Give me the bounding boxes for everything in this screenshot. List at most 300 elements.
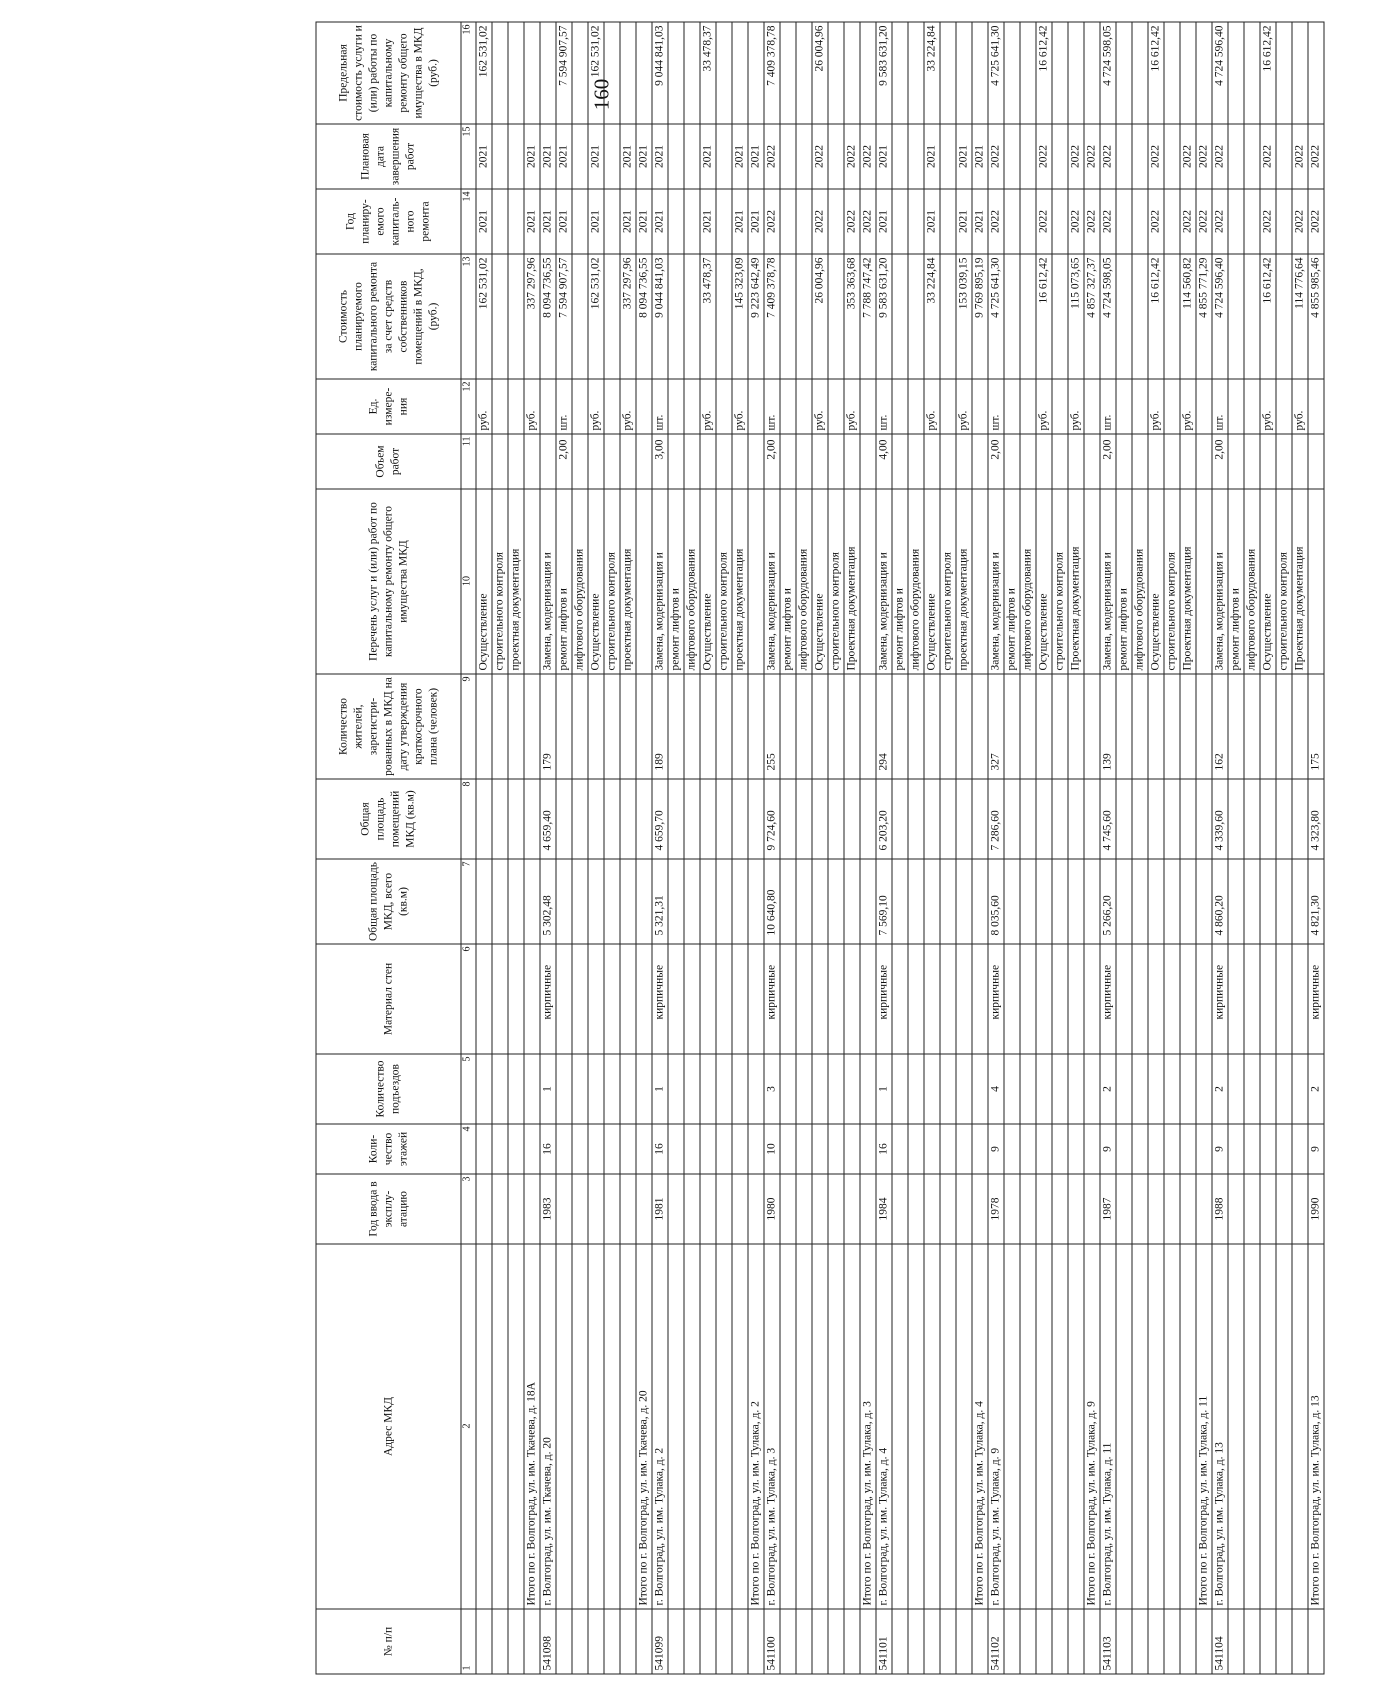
table-cell xyxy=(828,254,844,379)
table-cell: 2022 xyxy=(1308,124,1324,189)
table-cell: 2022 xyxy=(844,124,860,189)
table-cell: 2021 xyxy=(540,189,556,254)
table-cell xyxy=(972,1174,988,1244)
table-cell xyxy=(748,1609,764,1674)
table-cell: 2 xyxy=(1100,1054,1116,1124)
table-cell xyxy=(796,1054,812,1124)
table-cell: 2022 xyxy=(1100,124,1116,189)
header-cell: № п/п xyxy=(316,1609,461,1674)
table-cell: 4,00 xyxy=(876,434,892,489)
table-cell xyxy=(908,379,924,434)
table-row xyxy=(668,22,684,1674)
table-cell xyxy=(716,859,732,944)
table-cell xyxy=(828,1174,844,1244)
table-cell xyxy=(684,779,700,859)
table-cell xyxy=(1148,1174,1164,1244)
table-cell xyxy=(572,674,588,779)
table-cell xyxy=(780,254,796,379)
table-cell: кирпичные xyxy=(1212,944,1228,1054)
table-row xyxy=(540,22,556,1674)
table-cell xyxy=(540,434,556,489)
table-cell xyxy=(1116,1609,1132,1674)
table-cell xyxy=(508,434,524,489)
table-cell xyxy=(1052,944,1068,1054)
table-cell xyxy=(1148,1054,1164,1124)
table-cell: лифтового оборудования xyxy=(908,489,924,674)
table-cell xyxy=(1116,22,1132,124)
table-cell xyxy=(1244,779,1260,859)
table-cell xyxy=(844,674,860,779)
table-cell: лифтового оборудования xyxy=(1244,489,1260,674)
table-cell xyxy=(668,124,684,189)
table-cell xyxy=(812,1054,828,1124)
table-cell xyxy=(684,1609,700,1674)
table-row xyxy=(1100,22,1116,1674)
table-row xyxy=(732,22,748,1674)
table-cell xyxy=(476,1124,492,1174)
table-cell: Проектная документация xyxy=(1180,489,1196,674)
table-cell xyxy=(716,189,732,254)
table-cell xyxy=(1132,1174,1148,1244)
table-cell xyxy=(556,944,572,1054)
table-cell xyxy=(1116,779,1132,859)
table-cell xyxy=(956,779,972,859)
table-cell xyxy=(860,779,876,859)
table-cell xyxy=(924,1609,940,1674)
table-cell: 2021 xyxy=(748,189,764,254)
table-cell xyxy=(1260,1244,1276,1609)
table-cell: кирпичные xyxy=(988,944,1004,1054)
table-cell xyxy=(476,859,492,944)
table-cell xyxy=(732,674,748,779)
table-cell xyxy=(1132,124,1148,189)
table-cell xyxy=(780,434,796,489)
table-cell: Итого по г. Волгоград, ул. им. Ткачева, д. 18А xyxy=(524,1244,540,1609)
table-cell: 2022 xyxy=(1212,189,1228,254)
column-number: 8 xyxy=(461,779,476,859)
header-cell: Объем работ xyxy=(316,434,461,489)
table-row xyxy=(524,22,540,1674)
table-cell xyxy=(668,254,684,379)
table-cell xyxy=(780,1244,796,1609)
table-row xyxy=(684,22,700,1674)
table-cell xyxy=(844,779,860,859)
table-cell: г. Волгоград, ул. им. Тулака, д. 13 xyxy=(1212,1244,1228,1609)
table-cell xyxy=(604,1609,620,1674)
table-cell xyxy=(604,254,620,379)
table-cell xyxy=(780,674,796,779)
table-cell xyxy=(1132,1244,1148,1609)
table-cell xyxy=(716,1244,732,1609)
column-number: 6 xyxy=(461,944,476,1054)
table-cell: 2 xyxy=(1308,1054,1324,1124)
table-cell xyxy=(1148,859,1164,944)
table-cell: 2021 xyxy=(876,124,892,189)
table-cell: строительного контроля xyxy=(604,489,620,674)
table-cell: Осуществление xyxy=(1148,489,1164,674)
table-cell xyxy=(972,779,988,859)
table-cell xyxy=(1180,779,1196,859)
table-cell xyxy=(1244,379,1260,434)
table-cell xyxy=(1036,1244,1052,1609)
table-cell xyxy=(572,434,588,489)
table-cell xyxy=(1004,22,1020,124)
table-cell: Итого по г. Волгоград, ул. им. Тулака, д. 11 xyxy=(1196,1244,1212,1609)
table-cell xyxy=(1228,859,1244,944)
table-cell: 9 xyxy=(1212,1124,1228,1174)
table-cell xyxy=(588,1054,604,1124)
table-cell xyxy=(1228,944,1244,1054)
table-cell xyxy=(524,779,540,859)
table-cell xyxy=(508,779,524,859)
table-cell xyxy=(972,1054,988,1124)
table-cell xyxy=(604,674,620,779)
table-cell xyxy=(540,22,556,124)
table-cell: г. Волгоград, ул. им. Тулака, д. 9 xyxy=(988,1244,1004,1609)
table-cell: 1978 xyxy=(988,1174,1004,1244)
table-cell xyxy=(716,22,732,124)
table-cell xyxy=(508,1609,524,1674)
table-row xyxy=(1116,22,1132,1674)
table-cell xyxy=(1164,1609,1180,1674)
table-cell xyxy=(1004,124,1020,189)
table-cell xyxy=(1196,944,1212,1054)
table-cell: Итого по г. Волгоград, ул. им. Тулака, д. 13 xyxy=(1308,1244,1324,1609)
table-cell: строительного контроля xyxy=(1052,489,1068,674)
table-cell xyxy=(716,379,732,434)
table-cell: 2021 xyxy=(476,124,492,189)
table-cell: шт. xyxy=(1212,379,1228,434)
table-cell xyxy=(588,944,604,1054)
table-cell xyxy=(1276,254,1292,379)
table-cell xyxy=(620,434,636,489)
table-row xyxy=(1004,22,1020,1674)
table-cell xyxy=(1068,674,1084,779)
table-cell xyxy=(748,22,764,124)
table-cell: 16 612,42 xyxy=(1036,254,1052,379)
table-cell xyxy=(924,1054,940,1124)
header-cell: Год планируемого капитального ремонта xyxy=(316,189,461,254)
table-cell xyxy=(1052,22,1068,124)
table-cell: 9 044 841,03 xyxy=(652,254,668,379)
table-cell: строительного контроля xyxy=(1276,489,1292,674)
table-cell xyxy=(1052,1124,1068,1174)
table-cell xyxy=(1084,779,1100,859)
table-cell xyxy=(620,1054,636,1124)
table-cell: 337 297,96 xyxy=(524,254,540,379)
table-row xyxy=(1132,22,1148,1674)
table-cell xyxy=(1068,1124,1084,1174)
table-cell xyxy=(1196,779,1212,859)
table-cell xyxy=(476,1174,492,1244)
table-cell xyxy=(1228,189,1244,254)
table-cell xyxy=(1228,379,1244,434)
table-cell: 2022 xyxy=(860,189,876,254)
header-cell: Общая площадь МКД, всего (кв.м) xyxy=(316,859,461,944)
table-cell xyxy=(1276,944,1292,1054)
column-number: 16 xyxy=(461,22,476,124)
table-cell xyxy=(1004,379,1020,434)
table-cell xyxy=(748,434,764,489)
table-cell xyxy=(716,944,732,1054)
table-cell xyxy=(940,859,956,944)
table-cell xyxy=(716,124,732,189)
table-cell xyxy=(716,1124,732,1174)
table-cell: Замена, модернизация и xyxy=(1212,489,1228,674)
table-cell xyxy=(1052,859,1068,944)
table-cell xyxy=(1004,434,1020,489)
table-cell xyxy=(828,379,844,434)
table-cell xyxy=(1260,944,1276,1054)
table-cell xyxy=(1132,189,1148,254)
table-cell xyxy=(1244,1174,1260,1244)
column-number: 5 xyxy=(461,1054,476,1124)
table-cell xyxy=(492,1609,508,1674)
table-cell xyxy=(812,859,828,944)
table-cell: 4 725 641,30 xyxy=(988,254,1004,379)
table-cell xyxy=(1132,379,1148,434)
table-cell xyxy=(1004,1124,1020,1174)
table-cell: строительного контроля xyxy=(716,489,732,674)
table-cell: 2021 xyxy=(636,189,652,254)
table-cell: 1 xyxy=(652,1054,668,1124)
table-cell: 33 478,37 xyxy=(700,22,716,124)
table-cell xyxy=(844,944,860,1054)
table-cell xyxy=(1020,379,1036,434)
table-cell xyxy=(492,1124,508,1174)
table-cell xyxy=(892,1244,908,1609)
table-cell xyxy=(1228,1054,1244,1124)
table-cell xyxy=(1132,944,1148,1054)
table-cell: 2021 xyxy=(524,124,540,189)
table-row xyxy=(1260,22,1276,1674)
table-cell xyxy=(1276,779,1292,859)
table-cell xyxy=(860,1054,876,1124)
table-cell xyxy=(908,1124,924,1174)
table-cell: 4 724 598,05 xyxy=(1100,254,1116,379)
table-cell: Замена, модернизация и xyxy=(988,489,1004,674)
table-cell: 1987 xyxy=(1100,1174,1116,1244)
table-cell xyxy=(556,1174,572,1244)
table-cell xyxy=(1244,1609,1260,1674)
table-cell xyxy=(1020,1124,1036,1174)
table-cell xyxy=(476,434,492,489)
table-cell: 2021 xyxy=(956,124,972,189)
table-cell: 4 857 327,37 xyxy=(1084,254,1100,379)
table-cell: 4 725 641,30 xyxy=(988,22,1004,124)
table-cell xyxy=(1116,1244,1132,1609)
table-cell: 2022 xyxy=(764,189,780,254)
table-cell xyxy=(572,379,588,434)
table-cell: 2022 xyxy=(1068,189,1084,254)
table-cell xyxy=(524,434,540,489)
table-cell: проектная документация xyxy=(956,489,972,674)
table-cell xyxy=(684,1244,700,1609)
table-cell xyxy=(908,434,924,489)
table-cell xyxy=(572,254,588,379)
table-cell xyxy=(812,944,828,1054)
table-cell xyxy=(1164,124,1180,189)
table-cell xyxy=(860,489,876,674)
table-cell xyxy=(956,1124,972,1174)
table-cell xyxy=(1052,434,1068,489)
table-cell: ремонт лифтов и xyxy=(780,489,796,674)
table-cell xyxy=(956,434,972,489)
table-cell: 7 594 907,57 xyxy=(556,22,572,124)
table-cell xyxy=(492,254,508,379)
table-cell xyxy=(1004,859,1020,944)
table-cell xyxy=(1116,674,1132,779)
table-cell xyxy=(1052,674,1068,779)
table-cell xyxy=(892,1054,908,1124)
table-cell: лифтового оборудования xyxy=(572,489,588,674)
table-cell: 10 xyxy=(764,1124,780,1174)
table-cell xyxy=(684,379,700,434)
table-row xyxy=(1228,22,1244,1674)
table-cell: 2021 xyxy=(956,189,972,254)
table-cell: 541100 xyxy=(764,1609,780,1674)
table-cell xyxy=(940,124,956,189)
table-cell xyxy=(892,674,908,779)
table-cell xyxy=(796,22,812,124)
table-cell xyxy=(1068,859,1084,944)
table-cell xyxy=(1004,1609,1020,1674)
table-cell: 7 409 378,78 xyxy=(764,22,780,124)
table-cell xyxy=(1276,1124,1292,1174)
table-cell xyxy=(1292,779,1308,859)
table-cell xyxy=(1116,859,1132,944)
table-cell: 541101 xyxy=(876,1609,892,1674)
table-cell: 9 044 841,03 xyxy=(652,22,668,124)
table-cell xyxy=(1036,1609,1052,1674)
table-cell xyxy=(1196,1609,1212,1674)
table-cell xyxy=(1244,674,1260,779)
table-cell xyxy=(1244,1054,1260,1124)
table-cell xyxy=(796,1609,812,1674)
table-cell xyxy=(1180,1054,1196,1124)
table-cell xyxy=(860,22,876,124)
table-cell: 353 363,68 xyxy=(844,254,860,379)
table-cell: 541104 xyxy=(1212,1609,1228,1674)
table-cell xyxy=(572,779,588,859)
table-cell xyxy=(1292,1609,1308,1674)
table-cell xyxy=(1020,779,1036,859)
table-cell xyxy=(1084,1124,1100,1174)
table-cell: ремонт лифтов и xyxy=(1004,489,1020,674)
table-cell: Осуществление xyxy=(700,489,716,674)
table-cell xyxy=(844,1609,860,1674)
table-cell: 8 094 736,55 xyxy=(540,254,556,379)
table-row xyxy=(764,22,780,1674)
table-cell xyxy=(620,1124,636,1174)
table-cell xyxy=(1116,944,1132,1054)
table-cell: 2021 xyxy=(700,189,716,254)
table-cell xyxy=(508,944,524,1054)
table-cell xyxy=(1132,1054,1148,1124)
table-cell: Осуществление xyxy=(924,489,940,674)
table-cell xyxy=(1068,1174,1084,1244)
table-row xyxy=(476,22,492,1674)
table-cell xyxy=(1164,944,1180,1054)
table-cell xyxy=(1164,1054,1180,1124)
table-cell xyxy=(1084,944,1100,1054)
table-cell xyxy=(940,944,956,1054)
table-cell: 16 612,42 xyxy=(1036,22,1052,124)
table-cell xyxy=(940,674,956,779)
table-cell xyxy=(780,22,796,124)
table-cell xyxy=(1116,379,1132,434)
table-cell: г. Волгоград, ул. им. Тулака, д. 4 xyxy=(876,1244,892,1609)
table-cell xyxy=(1132,859,1148,944)
table-cell xyxy=(940,779,956,859)
table-cell xyxy=(860,674,876,779)
table-cell xyxy=(716,434,732,489)
table-cell xyxy=(620,1244,636,1609)
table-cell xyxy=(908,859,924,944)
table-cell: Итого по г. Волгоград, ул. им. Ткачева, д. 20 xyxy=(636,1244,652,1609)
table-cell: 337 297,96 xyxy=(620,254,636,379)
table-cell: 7 594 907,57 xyxy=(556,254,572,379)
table-cell xyxy=(780,1054,796,1124)
table-cell: 4 855 985,46 xyxy=(1308,254,1324,379)
table-row xyxy=(556,22,572,1674)
table-cell: 2022 xyxy=(1036,124,1052,189)
table-cell: 2022 xyxy=(1084,189,1100,254)
table-cell xyxy=(972,489,988,674)
table-cell: 16 612,42 xyxy=(1260,254,1276,379)
table-cell xyxy=(1276,124,1292,189)
table-cell xyxy=(796,189,812,254)
column-number: 13 xyxy=(461,254,476,379)
header-cell: Ед. измерения xyxy=(316,379,461,434)
table-cell xyxy=(1276,379,1292,434)
table-cell: Проектная документация xyxy=(1292,489,1308,674)
table-cell: 7 286,60 xyxy=(988,779,1004,859)
table-cell xyxy=(892,859,908,944)
table-cell: 9 769 895,19 xyxy=(972,254,988,379)
table-cell xyxy=(1020,1609,1036,1674)
table-cell xyxy=(636,1174,652,1244)
table-cell xyxy=(1180,434,1196,489)
table-cell xyxy=(588,779,604,859)
table-cell xyxy=(636,22,652,124)
table-row xyxy=(620,22,636,1674)
table-cell xyxy=(780,189,796,254)
table-cell xyxy=(924,859,940,944)
table-cell xyxy=(1308,379,1324,434)
table-cell xyxy=(1084,1174,1100,1244)
table-cell xyxy=(924,434,940,489)
table-cell: Замена, модернизация и xyxy=(1100,489,1116,674)
table-cell: Проектная документация xyxy=(844,489,860,674)
table-cell: 1 xyxy=(876,1054,892,1124)
table-cell xyxy=(1228,1609,1244,1674)
table-cell xyxy=(1020,124,1036,189)
table-cell xyxy=(572,1244,588,1609)
table-row xyxy=(1244,22,1260,1674)
table-cell xyxy=(668,22,684,124)
table-cell xyxy=(524,22,540,124)
table-cell xyxy=(668,434,684,489)
table-cell xyxy=(636,1124,652,1174)
table-cell: 9 724,60 xyxy=(764,779,780,859)
table-cell xyxy=(508,124,524,189)
column-number: 7 xyxy=(461,859,476,944)
table-cell xyxy=(972,22,988,124)
table-cell xyxy=(780,944,796,1054)
table-cell xyxy=(796,379,812,434)
table-cell xyxy=(1068,1244,1084,1609)
